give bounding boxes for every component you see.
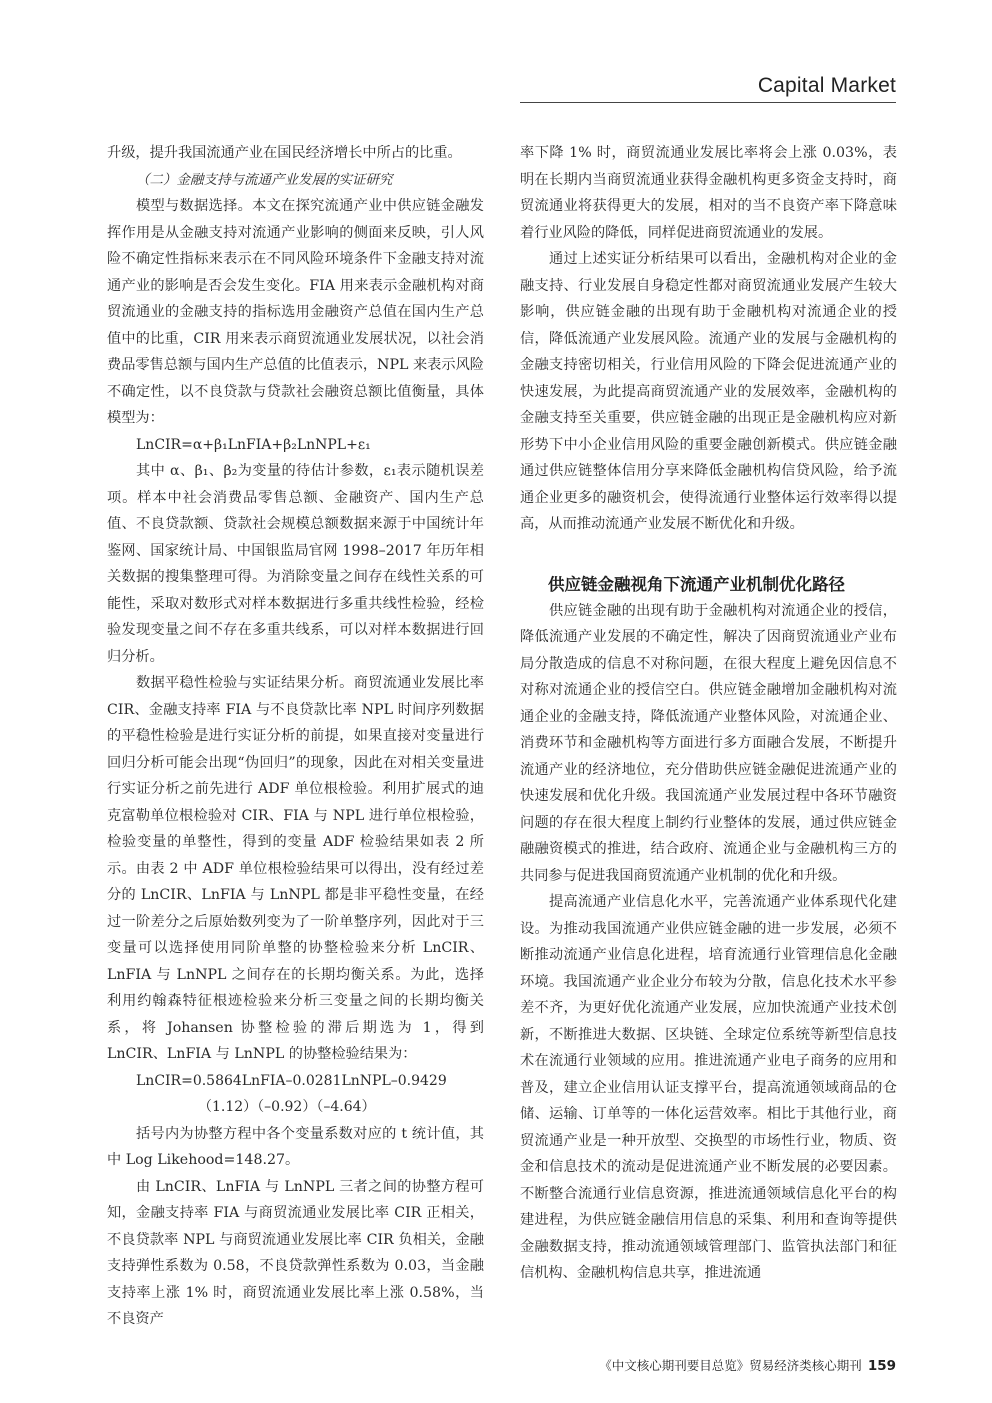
sub-heading: （二）金融支持与流通产业发展的实证研究: [136, 171, 393, 188]
right-column: [520, 140, 897, 1287]
page-footer: [599, 1356, 896, 1374]
paragraph-supply-chain: 供应链金融的出现有助于金融机构对流通企业的授信，降低流通产业发展的不确定性，解决了因商贸流通业产业布局分散造成的信息不对称问题，在很大程度上避免因信息不对称对流通企业的授信空白。供应链金融增加金融机构对流通企业的金融支持，降低流通产业整体风险，对流通企业、消费环节和金融机构等方面进行多方面融合发展，不断提升流通产业的经济地位，充分借助供应链金融促进流通产业的快速发展和优化升级。我国流通产业发展过程中各环节融资问题的存在很大程度上制约行业整体的发展，通过供应链金融融资模式的推进，结合政府、流通企业与金融机构三方的共同参与促进我国商贸流通产业机制的优化和升级。: [520, 602, 897, 884]
paragraph-continuation: 升级，提升我国流通产业在国民经济增长中所占的比重。: [107, 145, 462, 161]
left-column: [107, 140, 484, 1333]
paragraph-continuation-right: 率下降 1% 时，商贸流通业发展比率将会上涨 0.03%，表明在长期内当商贸流通业获得金融机构更多资金支持时，商贸流通业将获得更大的发展，相对的当不良资产率下降意味着行业风险的降低，同样促进商贸流通业的发展。: [520, 145, 897, 241]
footer-journal: 《中文核心期刊要目总览》贸易经济类核心期刊: [599, 1358, 862, 1373]
paragraph-t-note: 括号内为协整方程中各个变量系数对应的 t 统计值，其中 Log Likehood=148.27。: [107, 1125, 484, 1168]
paragraph-variables: 其中 α、β₁、β₂为变量的待估计参数，ε₁表示随机误差项。样本中社会消费品零售总额、金融资产、国内生产总值、不良贷款额、贷款社会规模总额数据来源于中国统计年鉴网、国家统计局、中国银监局官网 1998–2017 年历年相关数据的搜集整理可得。为消除变量之间存在线性关系的可能性，采取对数形式对样本数据进行多重共线性检验，经检验发现变量之间不存在多重共线系，可以对样本数据进行回归分析。: [107, 463, 484, 665]
journal-header: Capital Market: [757, 74, 896, 97]
paragraph-model: 模型与数据选择。本文在探究流通产业中供应链金融发挥作用是从金融支持对流通产业影响的侧面来反映，引人风险不确定性指标来表示在不同风险环境条件下金融支持对流通产业的影响是否会发生变化。FIA 用来表示金融机构对商贸流通业的金融支持的指标选用金融资产总值在国内生产总值中的比重，CIR 用来表示商贸流通业发展状况，以社会消费品零售总额与国内生产总值的比值表示，NPL 来表示风险不确定性，以不良贷款与贷款社会融资总额比值衡量，具体模型为：: [107, 198, 484, 426]
cointegration-equation: LnCIR=0.5864LnFIA–0.0281LnNPL–0.9429: [136, 1072, 447, 1089]
paragraph-result: 由 LnCIR、LnFIA 与 LnNPL 三者之间的协整方程可知，金融支持率 FIA 与商贸流通业发展比率 CIR 正相关，不良贷款率 NPL 与商贸流通业发展比率 CIR 负相关，金融支持弹性系数为 0.58，不良贷款弹性系数为 0.03，当金融支持率上涨 1% 时，商贸流通业发展比率上涨 0.58%，当不良资产: [107, 1178, 484, 1327]
paragraph-informatization: 提高流通产业信息化水平，完善流通产业体系现代化建设。为推动我国流通产业供应链金融的进一步发展，必须不断推动流通产业信息化进程，培育流通行业管理信息化金融环境。我国流通产业企业分布较为分散，信息化技术水平参差不齐，为更好优化流通产业发展，应加快流通产业技术创新，不断推进大数据、区块链、全球定位系统等新型信息技术在流通行业领域的应用。推进流通产业电子商务的应用和普及，建立企业信用认证支撑平台，提高流通领域商品的仓储、运输、订单等的一体化运营效率。相比于其他行业，商贸流通产业是一种开放型、交换型的市场性行业，物质、资金和信息技术的流动是促进流通产业不断发展的必要因素。不断整合流通行业信息资源，推进流通领域信息化平台的构建进程，为供应链金融信用信息的采集、利用和查询等提供金融数据支持，推动流通领域管理部门、监管执法部门和征信机构、金融机构信息共享，推进流通: [520, 894, 897, 1281]
model-equation: LnCIR=α+β₁LnFIA+β₂LnNPL+ε₁: [136, 436, 371, 453]
paragraph-analysis: 通过上述实证分析结果可以看出，金融机构对企业的金融支持、行业发展自身稳定性都对商贸流通业发展产生较大影响，供应链金融的出现有助于金融机构对流通企业的授信，降低流通产业发展风险。流通产业的发展与金融机构的金融支持密切相关，行业信用风险的下降会促进流通产业的快速发展，为此提高商贸流通产业的发展效率，金融机构的金融支持至关重要，供应链金融的出现正是金融机构应对新形势下中小企业信用风险的重要金融创新模式。供应链金融通过供应链整体信用分享来降低金融机构信贷风险，给予流通企业更多的融资机会，使得流通行业整体运行效率得以提高，从而推动流通产业发展不断优化和升级。: [520, 251, 897, 532]
header-rule: [520, 102, 896, 103]
section-heading: 供应链金融视角下流通产业机制优化路径: [548, 574, 845, 594]
paragraph-stationarity: 数据平稳性检验与实证结果分析。商贸流通业发展比率 CIR、金融支持率 FIA 与不良贷款比率 NPL 时间序列数据的平稳性检验是进行实证分析的前提，如果直接对变量进行回归分析可能会出现“伪回归”的现象，因此在对相关变量进行实证分析之前先进行 ADF 单位根检验。利用扩展式的迪克富勒单位根检验对 CIR、FIA 与 NPL 进行单位根检验，检验变量的单整性，得到的变量 ADF 检验结果如表 2 所示。由表 2 中 ADF 单位根检验结果可以得出，没有经过差分的 LnCIR、LnFIA 与 LnNPL 都是非平稳性变量，在经过一阶差分之后原始数列变为了一阶单整序列，因此对于三变量可以选择使用同阶单整的协整检验来分析 LnCIR、LnFIA 与 LnNPL 之间存在的长期均衡关系。为此，选择利用约翰森特征根迹检验来分析三变量之间的长期均衡关系，将 Johansen 协整检验的滞后期选为 1，得到 LnCIR、LnFIA 与 LnNPL 的协整检验结果为：: [107, 675, 484, 1062]
t-statistics: （1.12）（–0.92）（–4.64）: [198, 1099, 376, 1115]
page-number: 159: [867, 1358, 896, 1374]
